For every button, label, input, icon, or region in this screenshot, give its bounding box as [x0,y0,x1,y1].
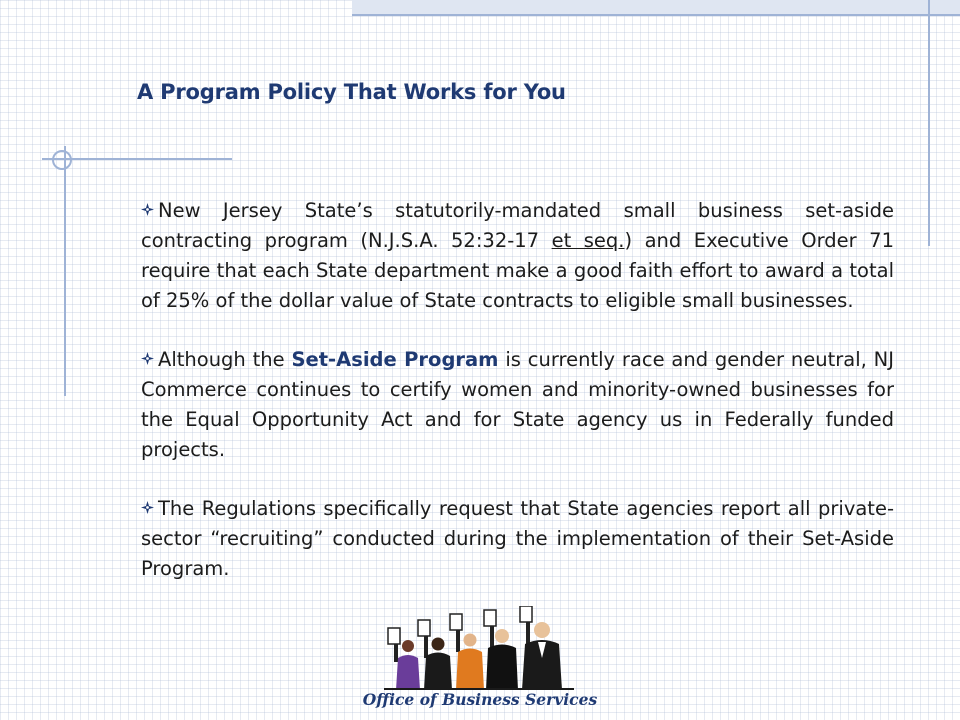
bullet-1-text: New Jersey State’s statutorily-mandated small business set-aside contracting program (N.J.S.A. 52:32-17 [141,199,894,252]
corner-ring [52,150,72,170]
bullet-list [141,196,894,613]
bullet-item-3 [141,494,894,584]
slide-title: A Program Policy That Works for You [137,80,566,104]
bullet-1-text-end: ) and Executive Order 71 require that each State department make a good faith effort to award a total of 25% of the dollar value of State contracts to eligible small businesses. [141,229,894,312]
bullet-item-2 [141,345,894,465]
vertical-rule-left [64,146,66,396]
bullet-1-underline: et seq. [551,229,625,252]
diamond-bullet-icon [141,203,154,216]
bullet-item-1 [141,196,894,316]
bullet-3-text: The Regulations specifically request that State agencies report all private-sector “recruiting” conducted during the implementation of their Set-Aside Program. [141,497,894,580]
diamond-bullet-icon [141,352,154,365]
diamond-bullet-icon [141,501,154,514]
bullet-2-text: Although the [158,348,292,371]
footer-office-name: Office of Business Services [362,690,598,709]
voting-people-icon [380,606,590,690]
bullet-2-emphasis: Set-Aside Program [291,348,499,371]
vertical-rule-right [928,0,930,246]
top-decor-band [352,0,960,16]
bullet-2-text-end: is currently race and gender neutral, NJ Commerce continues to certify women and minority-owned businesses for the Equal Opportunity Act and for State agency us in Federally funded projects. [141,348,895,461]
